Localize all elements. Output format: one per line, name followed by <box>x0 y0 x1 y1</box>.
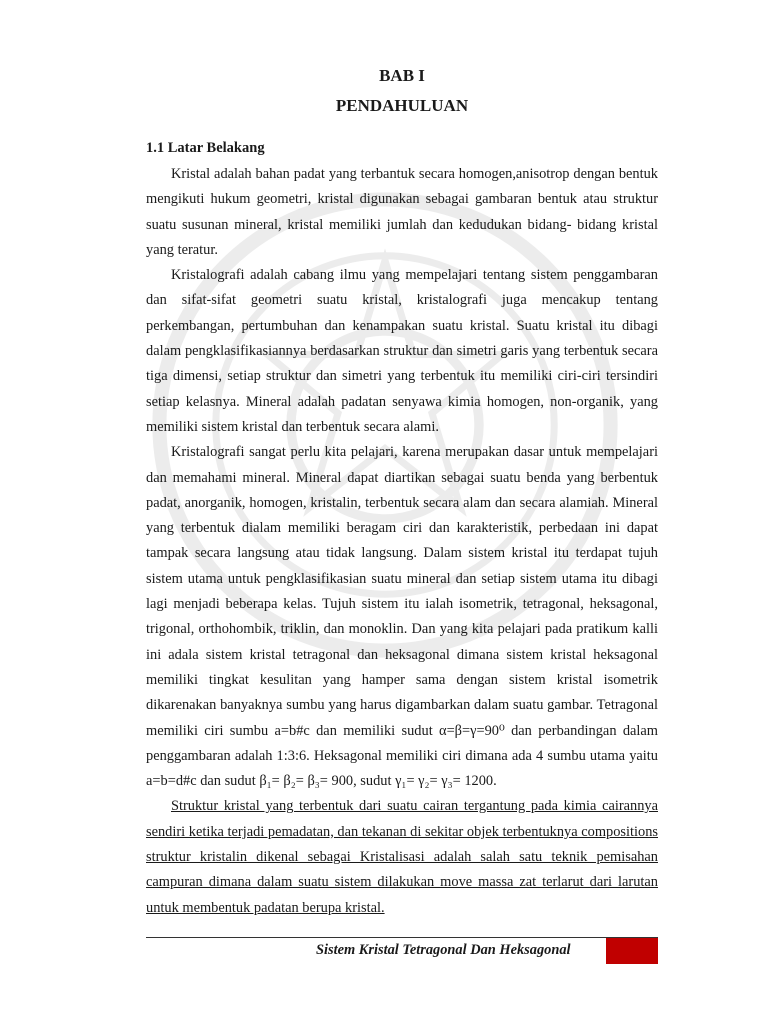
paragraph: Struktur kristal yang terbentuk dari suatu cairan tergantung pada kimia cairannya sendiri ketika terjadi pemadatan, dan tekanan di sekitar objek terbentuknya compositions struktur kristalin dikenal sebagai Kristalisasi adalah salah satu teknik pemisahan campuran dimana dalam suatu sistem dilakukan move massa zat terlarut dari larutan untuk membentuk padatan berupa kristal. <box>146 798 658 916</box>
footer-rule <box>146 937 658 938</box>
section-heading: 1.1 Latar Belakang <box>146 140 265 156</box>
paragraph: Kristalografi sangat perlu kita pelajari, karena merupakan dasar untuk mempelajari dan memahami mineral. Mineral dapat diartikan sebagai suatu benda yang berbentuk padat, anorganik, homogen, kristalin, terbentuk secara alam dan secara alamiah. Mineral yang terbentuk dialam memiliki beragam ciri dan karakteristik, perbedaan ini dapat tampak secara langsung atau tidak langsung. Dalam sistem kristal itu terdapat tujuh sistem utama untuk pengklasifikasian suatu mineral dan setiap sistem utama itu dibagi lagi menjadi beberapa kelas. Tujuh sistem itu ialah isometrik, tetragonal, heksagonal, trigonal, orthohombik, triklin, dan monoklin. Dan yang kita pelajari pada pratikum kalli ini adala sistem kristal tetragonal dan heksagonal dimana sistem kristal heksagonal memiliki tingkat kesulitan yang hamper sama dengan sistem kristal isometrik dikarenakan banyaknya sumbu yang harus digambarkan dalam suatu gambar. Tetragonal memiliki ciri sumbu a=b#c dan memiliki sudut α=β=γ=90⁰ dan perbandingan dalam penggambaran adalah 1:3:6. Heksagonal memiliki ciri dimana ada 4 sumbu utama yaitu a=b=d#c dan sudut β₁= β₂= β₃= 900, sudut γ₁= γ₂= γ₃= 1200. <box>146 444 658 790</box>
paragraph: Kristalografi adalah cabang ilmu yang mempelajari tentang sistem penggambaran dan sifat-sifat geometri suatu kristal, kristalografi juga mencakup tentang perkembangan, pertumbuhan dan kenampakan suatu kristal. Suatu kristal itu dibagi dalam pengklasifikasiannya berdasarkan struktur dan simetri garis yang terbentuk secara tiga dimensi, setiap struktur dan simetri yang terbentuk itu memiliki ciri-ciri tersindiri setiap kelasnya. Mineral adalah padatan senyawa kimia homogen, non-organik, yang memiliki sistem kristal dan terbentuk secara alami. <box>146 267 658 435</box>
page-number-box <box>606 938 658 964</box>
chapter-title: PENDAHULUAN <box>335 96 469 115</box>
chapter-number: BAB I <box>379 66 425 85</box>
body-text <box>146 162 658 921</box>
footer-title: Sistem Kristal Tetragonal Dan Heksagonal <box>316 942 571 958</box>
paragraph: Kristal adalah bahan padat yang terbantuk secara homogen,anisotrop dengan bentuk mengikuti hukum geometri, kristal digunakan sebagai gambaran bentuk atau struktur suatu susunan mineral, kristal memiliki jumlah dan kedudukan bidang- bidang kristal yang teratur. <box>146 166 658 258</box>
